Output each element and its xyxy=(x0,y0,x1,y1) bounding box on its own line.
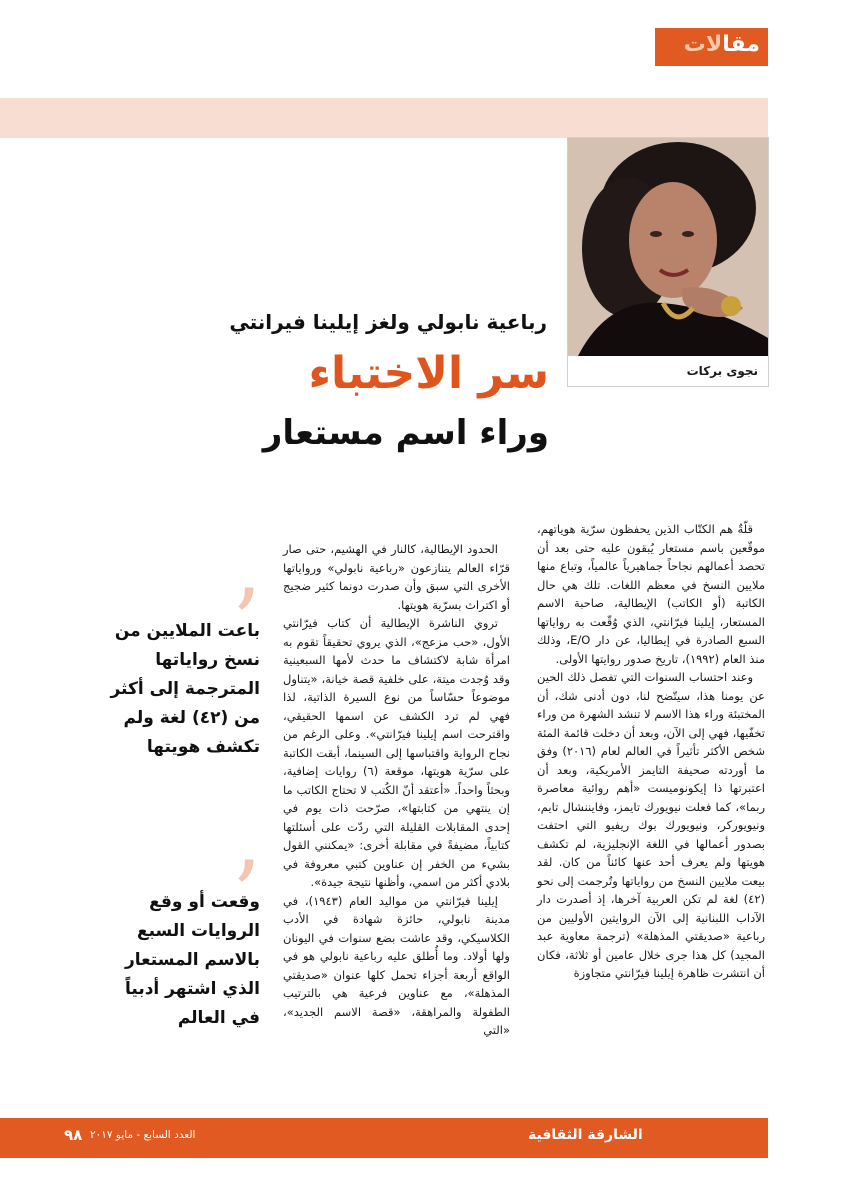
section-tab xyxy=(655,28,768,66)
author-caption: نجوى بركات xyxy=(686,364,758,378)
section-label-main: مقا xyxy=(722,32,760,57)
issue-info: العدد السابع - مايو ٢٠١٧ xyxy=(90,1129,196,1141)
footer-bar xyxy=(0,1118,768,1158)
body-column-middle xyxy=(283,540,510,1040)
quote-mark-icon: ’ xyxy=(232,570,261,675)
paragraph: وعند احتساب السنوات التي تفصل ذلك الحين عن يومنا هذا، سيتّضح لنا، دون أدنى شك، أن المختبئة وراء هذا الاسم لا تنشد الشهرة من وراء تخفّيها، فهي إلى الآن، وبعد أن دخلت قائمة المئة شخص الأكثر تأثيراً في العالم لعام (٢٠١٦) وفق ما أوردته صحيفة التايمز الأمريكية، وبعد أن اعتبرتها ذا إيكونوميست «أهم روائية معاصرة ربما»، كما فعلت نيويورك تايمز، وفايننشال تايم، ونيويوركر، ونيويورك بوك ريفيو التي احتفت بصدور أعمالها في اللغة الإنجليزية، لم تكشف هويتها ولم يعرف أحد عنها كائناً من كان. لقد بيعت ملايين النسخ من رواياتها وتُرجمت إلى نحو (٤٢) لغة لم تكن العربية آخرها، إذ أصدرت دار الآداب اللبنانية إلى الآن الروايتين الأوليين من رباعية «صديقتي المذهلة» (ترجمة معاوية عبد المجيد) كل هذا جرى خلال عامين أو ثلاثة، فكان أن انتشرت ظاهرة إيلينا فيرّانتي متجاوزة xyxy=(537,670,765,980)
header-band xyxy=(0,98,768,138)
paragraph: تروي الناشرة الإيطالية أن كتاب فيرّانتي الأول، «حب مزعج»، الذي يروي تحقيقاً تقوم به امرأة شابة لاكتشاف ما حدث لأمها السبعينية وقد وُجدت ميتة، على خلفية قصة خيانة، «يتناول موضوعاً حسّاساً من نوع السيرة الذاتية، لذا فهي لم ترد الكشف عن اسمها الحقيقي، واقترحت اسم إيلينا فيرّانتي». وعلى الرغم من نجاح الرواية واقتباسها إلى السينما، أبقت الكاتبة على سرّية هويتها، موقعة (٦) روايات إضافية، وبحثاً واحداً. «أعتقد أنّ الكُتب لا تحتاج الكاتب ما إن ينتهي من كتابتها»، صرّحت ذات يوم في إحدى المقابلات القليلة التي ردّت على أسئلتها كتابياً، مضيفةً في مقابلة أخرى: «يمكنني القول بشيء من الخفر إن عناوين كتبي معروفة في بلادي أكثر من اسمي، وأظنها نتيجة جيدة». xyxy=(283,616,510,889)
paragraph: إيلينا فيرّانتي من مواليد العام (١٩٤٣)، في مدينة نابولي، حائزة شهادة في الأدب الكلاسيكي، وقد عاشت بضع سنوات في اليونان ولها أولاد. وما أُطلق عليه رباعية نابولي هو في الواقع أربعة أجزاء تحمل كلها عنوان «صديقتي المذهلة»، مع عناوين فرعية هي بالترتيب الطفولة والمراهقة، «قصة الاسم الجديد»، «التي xyxy=(283,893,510,1037)
author-portrait-image xyxy=(568,138,768,356)
paragraph: الحدود الإيطالية، كالنار في الهشيم، حتى صار قرّاء العالم يتنازعون «رباعية نابولي» ورواياتها الأخرى التي سبق وأن صدرت دونما كثير ضجيج أو اكتراث بسرّية هويتها. xyxy=(283,542,510,612)
magazine-name: الشارقة الثقافية xyxy=(528,1127,643,1143)
page-number: ٩٨ xyxy=(64,1126,83,1144)
section-label-suffix: لات xyxy=(683,32,723,57)
paragraph: قلّةٌ هم الكتّاب الذين يحفظون سرّية هوياتهم، موقّعين باسم مستعار يُبقون عليه حتى بعد أن تحصد أعمالهم نجاحاً جماهيرياً عالمياً، وتباع منها ملايين النسخ في معظم اللغات. تلك هي حال الكاتبة (أو الكاتب) الإيطالية، صاحبة الاسم المستعار، إيلينا فيرّانتي، الذي وُقّعت به رواياتها السبع الصادرة في إيطاليا، عن دار E/O، وذلك منذ العام (١٩٩٢)، تاريخ صدور روايتها الأولى. xyxy=(537,522,765,666)
quote-mark-icon: ’ xyxy=(232,842,261,947)
article-title-line2: وراء اسم مستعار xyxy=(262,413,549,453)
pull-quote: باعت الملايين من نسخ رواياتها المترجمة إلى أكثر من (٤٢) لغة ولم تكشف هويتها xyxy=(110,621,260,757)
section-label xyxy=(684,32,760,57)
article-title: سر الاختباء xyxy=(308,348,549,399)
author-photo xyxy=(568,138,768,356)
author-photo-frame xyxy=(567,137,769,387)
article-subtitle: رباعية نابولي ولغز إيلينا فيرانتي xyxy=(229,310,547,334)
body-column-right xyxy=(537,520,765,983)
pull-quote: وقعت أو وقع الروايات السبع بالاسم المستعار الذي اشتهر أدبياً في العالم xyxy=(124,892,260,1028)
